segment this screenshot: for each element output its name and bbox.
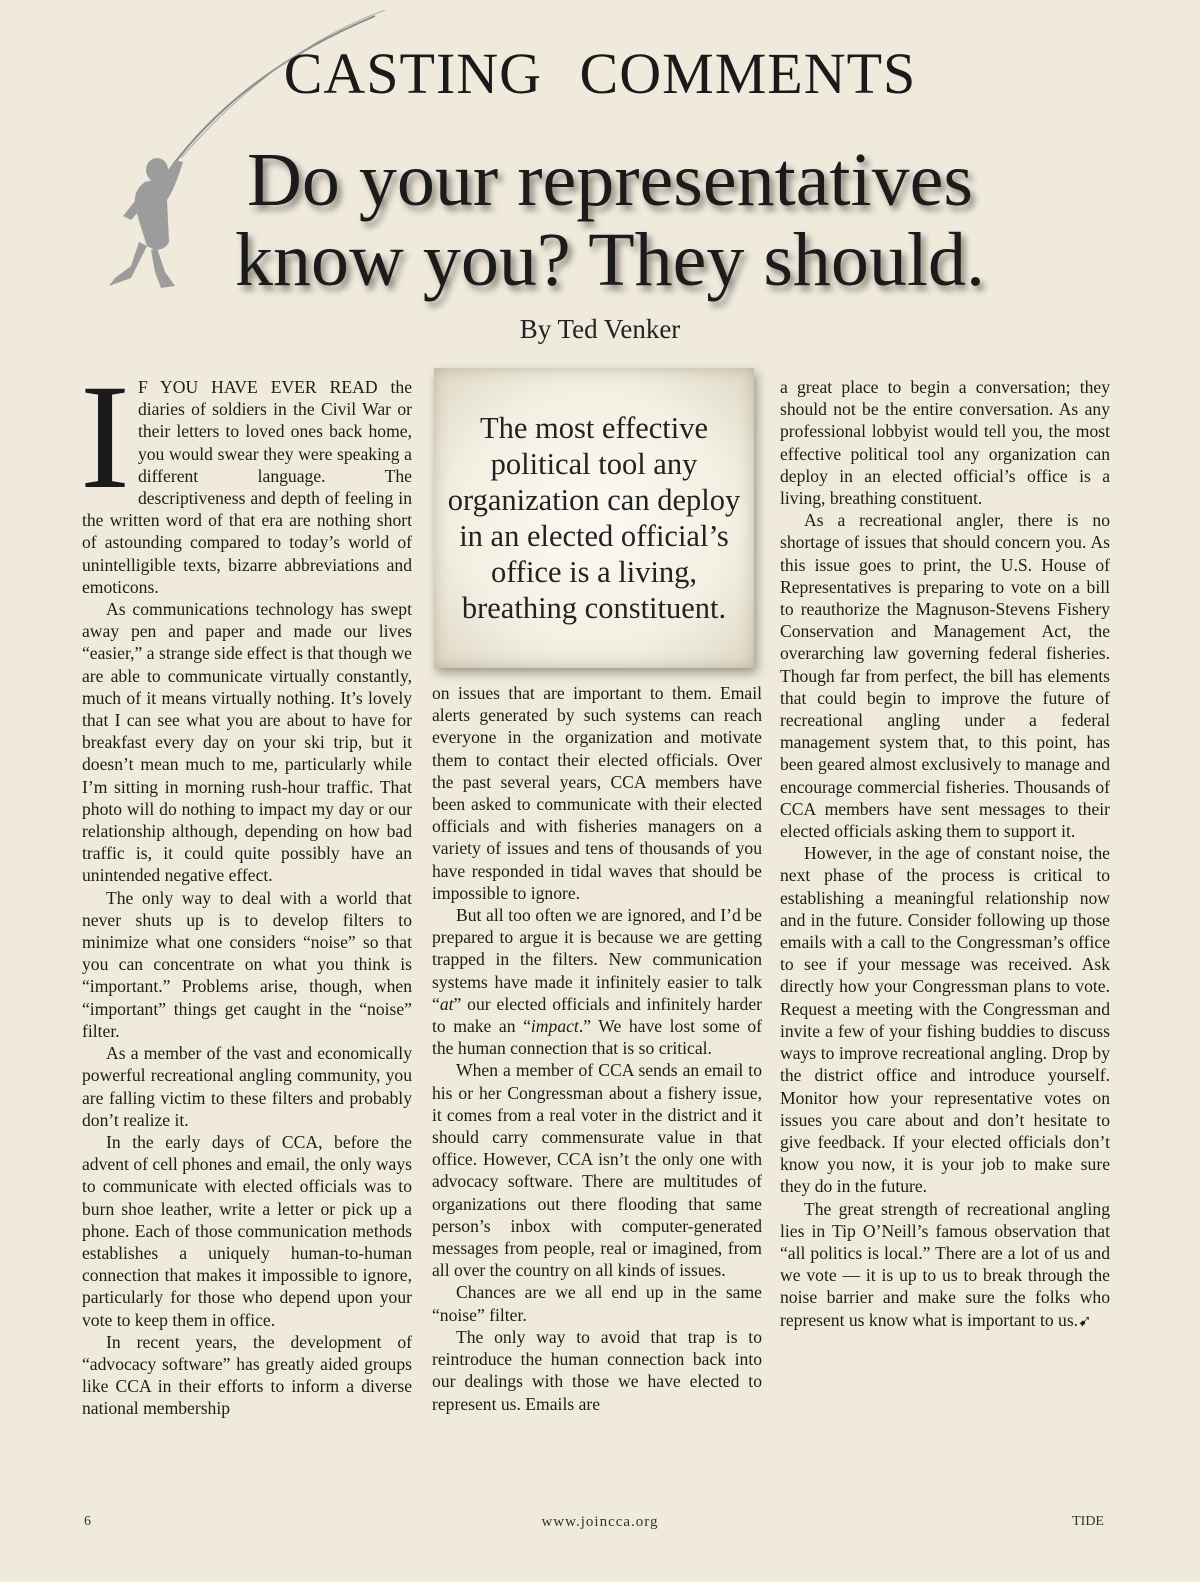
body-paragraph: However, in the age of constant noise, the next phase of the process is critical to establishing a meaningful relationship now and in the future. Consider following up those emails with a call to the Congressman’s office to see if your message was received. Ask directly how your Congressman plans to vote. Request a meeting with the Congressman and invite a few of your fishing buddies to discuss ways to improve recreational angling. Drop by the district office and introduce yourself. Monitor how your representative votes on issues you care about and don’t hesitate to give feedback. If your elected officials don’t know you now, it is your job to make sure they do in the future. — [780, 843, 1110, 1197]
page-number: 6 — [84, 1514, 91, 1529]
body-paragraph — [780, 1198, 1110, 1333]
headline-line-1: Do your representatives — [247, 138, 973, 222]
body-text: ” our elected officials and infinitely harder to make an “ — [432, 993, 762, 1037]
body-paragraph: The only way to deal with a world that never shuts up is to develop filters to minimize what one considers “noise” so that you can concentrate on what you think is “important.” Problems arise, though, when “important” things get caught in the “noise” filter. — [82, 887, 412, 1041]
publication-name: TIDE — [1072, 1514, 1104, 1529]
body-paragraph: In recent years, the development of “advocacy software” has greatly aided groups like CCA in their efforts to inform a diverse national membership — [82, 1331, 412, 1419]
lead-in-caps: F YOU HAVE EVER READ — [137, 377, 378, 397]
body-paragraph — [432, 904, 762, 1059]
article-column-3 — [780, 376, 1110, 1333]
drop-cap: I — [80, 354, 130, 520]
closing-text: The great strength of recreational angling lies in Tip O’Neill’s famous observation that “all politics is local.” There are a lot of us and we vote — it is up to us to break through the noise barrier and make sure the folks who represent us know what is important to us. — [780, 1198, 1110, 1330]
body-paragraph: As a recreational angler, there is no shortage of issues that should concern you. As this issue goes to print, the U.S. House of Representatives is preparing to vote on a bill to reauthorize the Magnuson-Stevens Fishery Conservation and Management Act, the overarching law governing federal fisheries. Though far from perfect, the bill has elements that could begin to improve the future of recreational angling under a federal management system that, to this point, has been geared almost exclusively to manage and encourage commercial fisheries. Thousands of CCA members have sent messages to their elected officials asking them to support it. — [780, 510, 1110, 842]
body-paragraph: As communications technology has swept away pen and paper and made our lives “easier,” a strange side effect is that though we are able to communicate virtually constantly, much of it means virtually nothing. It’s lovely that I can see what you are about to have for breakfast every day on your ski trip, but it doesn’t mean much to me, particularly while I’m sitting in morning rush-hour traffic. That photo will do nothing to impact my day or our relationship although, depending on how bad traffic is, it could quite possibly have an unintended negative effect. — [82, 599, 412, 886]
body-text: But all too often we are ignored, and I’d be prepared to argue it is because we are getting trapped in the filters. New communication systems have made it infinitely easier to talk “ — [432, 905, 762, 1014]
emphasis-text: at — [439, 993, 454, 1014]
article-column-2 — [432, 682, 762, 1415]
body-paragraph: a great place to begin a conversation; they should not be the entire conversation. As any professional lobbyist would tell you, the most effective political tool any organization can deploy in an elected official’s office is a living, breathing constituent. — [780, 377, 1110, 509]
body-text: .” We have lost some of the human connection that is so critical. — [432, 1016, 762, 1059]
section-masthead: CASTING COMMENTS — [283, 41, 917, 106]
body-paragraph: As a member of the vast and economically powerful recreational angling community, you are falling victim to these filters and probably don’t realize it. — [82, 1043, 412, 1130]
body-paragraph: Chances are we all end up in the same “noise” filter. — [432, 1282, 762, 1325]
article-column-1 — [80, 354, 412, 1420]
body-paragraph: The only way to avoid that trap is to reintroduce the human connection back into our dealings with those we have elected to represent us. Emails are — [432, 1326, 762, 1414]
body-paragraph: In the early days of CCA, before the advent of cell phones and email, the only ways to communicate with elected officials was to burn shoe leather, write a letter or pick up a phone. Each of those communication methods establishes a uniquely human-to-human connection that makes it impossible to ignore, particularly for those who depend upon your vote to keep them in office. — [82, 1131, 412, 1330]
headline-line-2: know you? They should. — [234, 218, 986, 302]
fish-end-mark-icon: ➹ — [1078, 1312, 1092, 1330]
body-paragraph: When a member of CCA sends an email to his or her Congressman about a fishery issue, it comes from a real voter in the district and it should carry commensurate value in that office. However, CCA isn’t the only one with advocacy software. There are multitudes of organizations out there flooding that same person’s inbox with computer-generated messages from people, real or imagined, from all over the country on all kinds of issues. — [432, 1060, 762, 1281]
lead-paragraph — [80, 354, 412, 598]
lead-paragraph-text: the diaries of soldiers in the Civil War or their letters to loved ones back home, you would swear they were speaking a different language. The descriptiveness and depth of feeling in the written word of that era are nothing short of astounding compared to today’s world of unintelligible texts, bizarre abbreviations and emoticons. — [82, 377, 412, 597]
emphasis-text: impact — [530, 1016, 579, 1037]
article-headline — [150, 140, 1070, 300]
byline: By Ted Venker — [519, 314, 681, 344]
footer-url: www.joincca.org — [541, 1514, 659, 1530]
body-paragraph: on issues that are important to them. Email alerts generated by such systems can reach everyone in the organization and motivate them to contact their elected officials. Over the past several years, CCA members have been asked to communicate with their elected officials and with fisheries managers on a variety of issues and tens of thousands of you have responded in tidal waves that should be impossible to ignore. — [432, 683, 762, 903]
pull-quote: The most effective political tool any organization can deploy in an elected official’s office is a living, breathing constituent. — [434, 368, 754, 668]
